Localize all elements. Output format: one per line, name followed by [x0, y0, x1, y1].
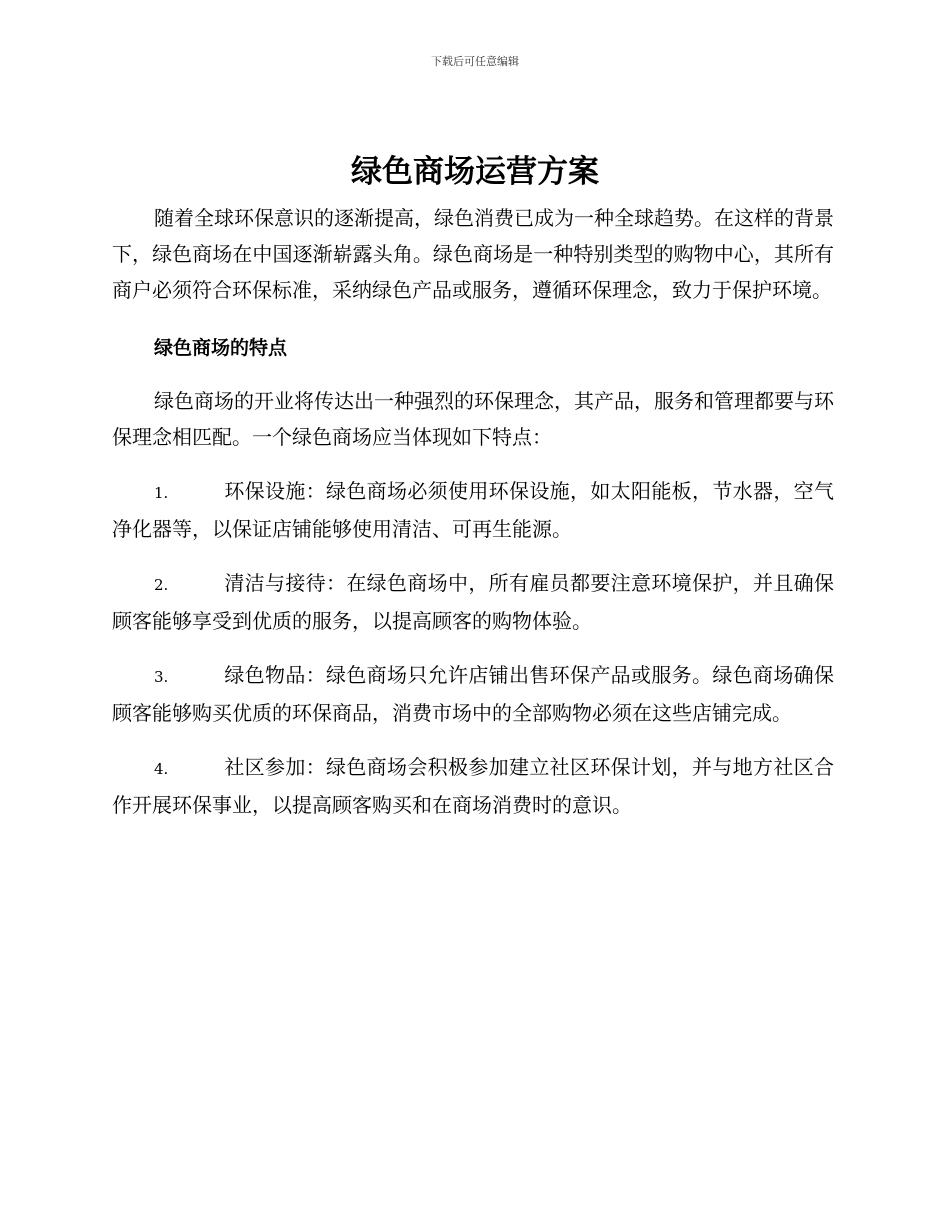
list-item	[112, 657, 834, 731]
document-title: 绿色商场运营方案	[351, 154, 599, 190]
list-item	[112, 473, 834, 547]
intro-paragraph: 随着全球环保意识的逐渐提高，绿色消费已成为一种全球趋势。在这样的背景下，绿色商场在中国逐渐崭露头角。绿色商场是一种特别类型的购物中心，其所有商户必须符合环保标准，采纳绿色产品或服务，遵循环保理念，致力于保护环境。	[112, 206, 834, 302]
list-item-number: 1.	[154, 484, 169, 502]
section-heading: 绿色商场的特点	[154, 337, 288, 359]
list-item	[112, 565, 834, 639]
features-intro-paragraph: 绿色商场的开业将传达出一种强烈的环保理念，其产品，服务和管理都要与环保理念相匹配。一个绿色商场应当体现如下特点：	[112, 389, 834, 449]
list-item-number: 2.	[154, 576, 169, 594]
list-item	[112, 749, 834, 823]
list-item-text: 环保设施：绿色商场必须使用环保设施，如太阳能板，节水器，空气净化器等，以保证店铺能够使用清洁、可再生能源。	[112, 479, 834, 541]
list-item-text: 清洁与接待：在绿色商场中，所有雇员都要注意环境保护，并且确保顾客能够享受到优质的服务，以提高顾客的购物体验。	[112, 571, 834, 633]
list-item-number: 3.	[154, 668, 169, 686]
list-item-text: 绿色物品：绿色商场只允许店铺出售环保产品或服务。绿色商场确保顾客能够购买优质的环保商品，消费市场中的全部购物必须在这些店铺完成。	[112, 663, 834, 725]
page-header-note: 下载后可任意编辑	[431, 55, 519, 68]
list-item-number: 4.	[154, 760, 169, 778]
list-item-text: 社区参加：绿色商场会积极参加建立社区环保计划，并与地方社区合作开展环保事业，以提高顾客购买和在商场消费时的意识。	[112, 755, 834, 817]
document-body	[112, 200, 834, 823]
